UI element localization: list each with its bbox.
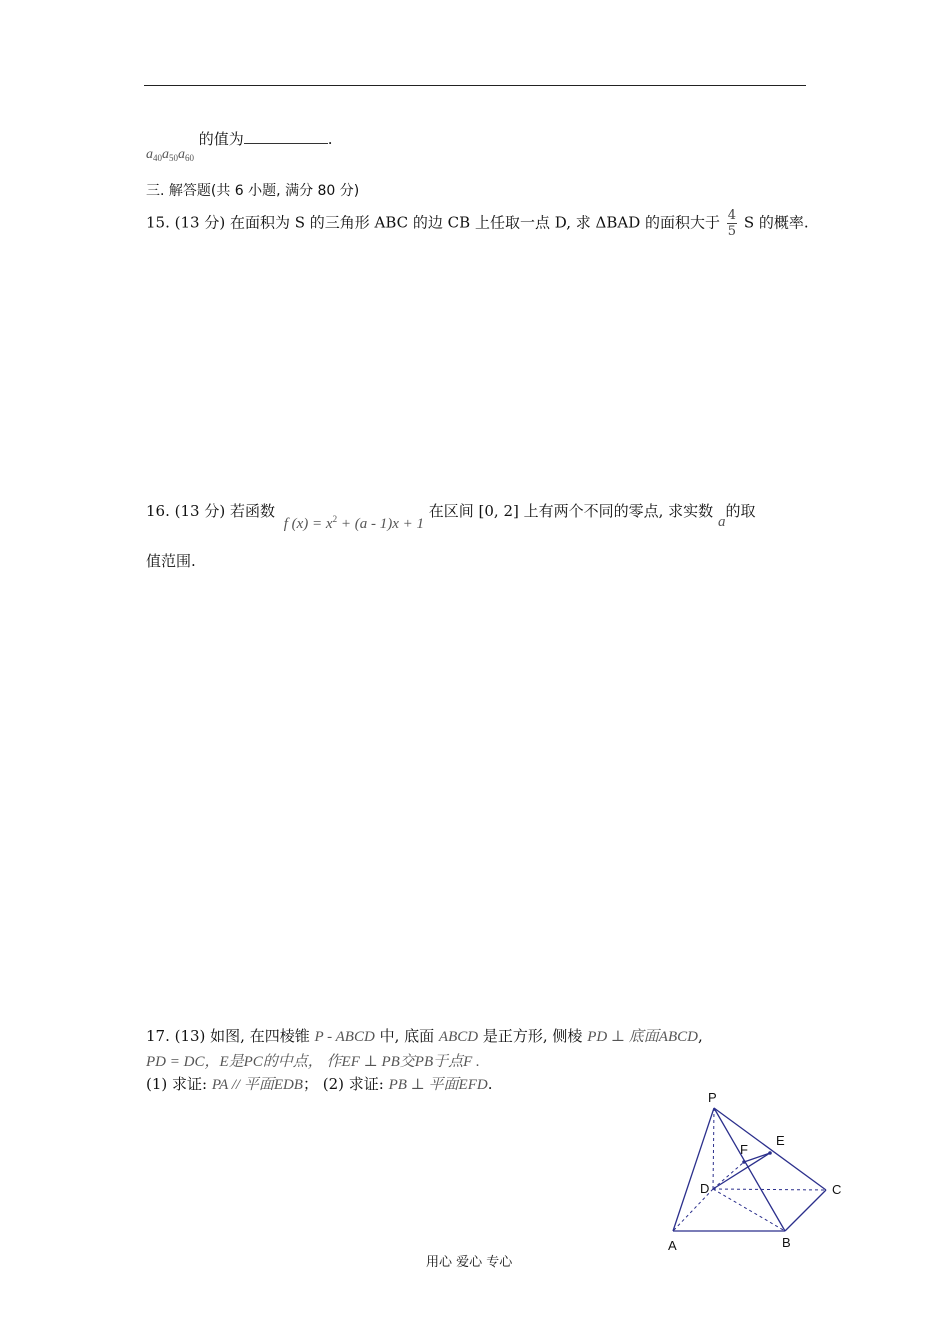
q17-part2-label: ； (2) 求证: — [302, 1075, 384, 1093]
fraction-numerator: 4 — [727, 208, 737, 223]
point-f-dot — [742, 1160, 746, 1164]
edge-pd — [713, 1108, 714, 1189]
edge-pa — [673, 1108, 714, 1231]
a60-term — [178, 147, 194, 162]
q16-text-end: 的取 — [725, 502, 756, 520]
label-a: A — [668, 1238, 677, 1253]
q17-text-b: 中, 底面 — [379, 1027, 435, 1045]
q17-part2-claim: PB ⊥ 平面EFD — [388, 1077, 488, 1093]
section-heading: 三. 解答题(共 6 小题, 满分 80 分) — [146, 183, 360, 199]
a60-subscript: 60 — [185, 153, 194, 163]
point-e-dot — [768, 1151, 772, 1155]
diagonal-db — [713, 1189, 785, 1231]
q17-text-c: 是正方形, 侧棱 — [482, 1027, 583, 1045]
question-15 — [146, 208, 809, 239]
q17-pyramid-name: P - ABCD — [314, 1029, 375, 1045]
a40-subscript: 40 — [153, 153, 162, 163]
q16-formula — [284, 516, 424, 532]
q14-end: . — [327, 130, 333, 148]
q16-var-a: a — [717, 514, 726, 530]
q14-text: 的值为 — [198, 130, 244, 148]
label-b: B — [782, 1235, 791, 1250]
question-14-tail — [146, 128, 333, 163]
pyramid-figure — [660, 1088, 860, 1258]
formula-exponent: 2 — [332, 514, 338, 524]
a50-var: a — [162, 147, 169, 162]
label-d: D — [700, 1181, 710, 1196]
question-17-line3 — [146, 1073, 492, 1094]
question-17-line2: PD = DC，E是PC的中点， 作EF ⊥ PB交PB于点F . — [146, 1054, 480, 1070]
a50-subscript: 50 — [169, 153, 178, 163]
label-e: E — [776, 1133, 785, 1148]
q17-text-a: 17. (13) 如图, 在四棱锥 — [146, 1027, 310, 1045]
a40-term — [146, 147, 162, 162]
q17-part1-claim: PA // 平面EDB — [211, 1077, 303, 1093]
fraction-denominator: 5 — [727, 224, 737, 239]
page-footer: 用心 爱心 专心 — [426, 1255, 513, 1270]
question-16-line2: 值范围. — [146, 552, 196, 570]
segment-df — [713, 1162, 744, 1189]
q15-text: 15. (13 分) 在面积为 S 的三角形 ABC 的边 CB 上任取一点 D, 求 ΔBAD 的面积大于 — [146, 213, 720, 232]
formula-part-b: + (a - 1)x + 1 — [337, 516, 424, 532]
q16-text-mid: 在区间 [0, 2] 上有两个不同的零点, 求实数 — [428, 502, 714, 520]
label-c: C — [832, 1182, 842, 1197]
q16-text: 16. (13 分) 若函数 — [146, 502, 275, 520]
q15-text-end: S 的概率. — [743, 213, 809, 232]
edge-pb — [714, 1108, 785, 1231]
formula-part-a: f (x) = x — [283, 516, 333, 532]
segment-de — [713, 1153, 770, 1189]
q17-end: . — [487, 1075, 493, 1093]
a60-var: a — [178, 147, 185, 162]
a40-var: a — [146, 147, 153, 162]
label-p: P — [708, 1090, 717, 1105]
edge-bc — [785, 1190, 826, 1231]
edge-dc — [713, 1189, 826, 1190]
answer-blank — [244, 131, 328, 144]
q17-base-name: ABCD — [438, 1029, 479, 1045]
header-rule — [144, 85, 806, 86]
question-16 — [146, 500, 756, 532]
q17-perp-condition: PD ⊥ 底面ABCD — [587, 1029, 698, 1045]
label-f: F — [740, 1142, 748, 1157]
q17-part1-label: (1) 求证: — [146, 1075, 208, 1093]
fraction-four-fifths — [727, 208, 737, 239]
q17-comma: , — [697, 1027, 703, 1045]
a50-term — [162, 147, 178, 162]
question-17-line1 — [146, 1025, 703, 1046]
